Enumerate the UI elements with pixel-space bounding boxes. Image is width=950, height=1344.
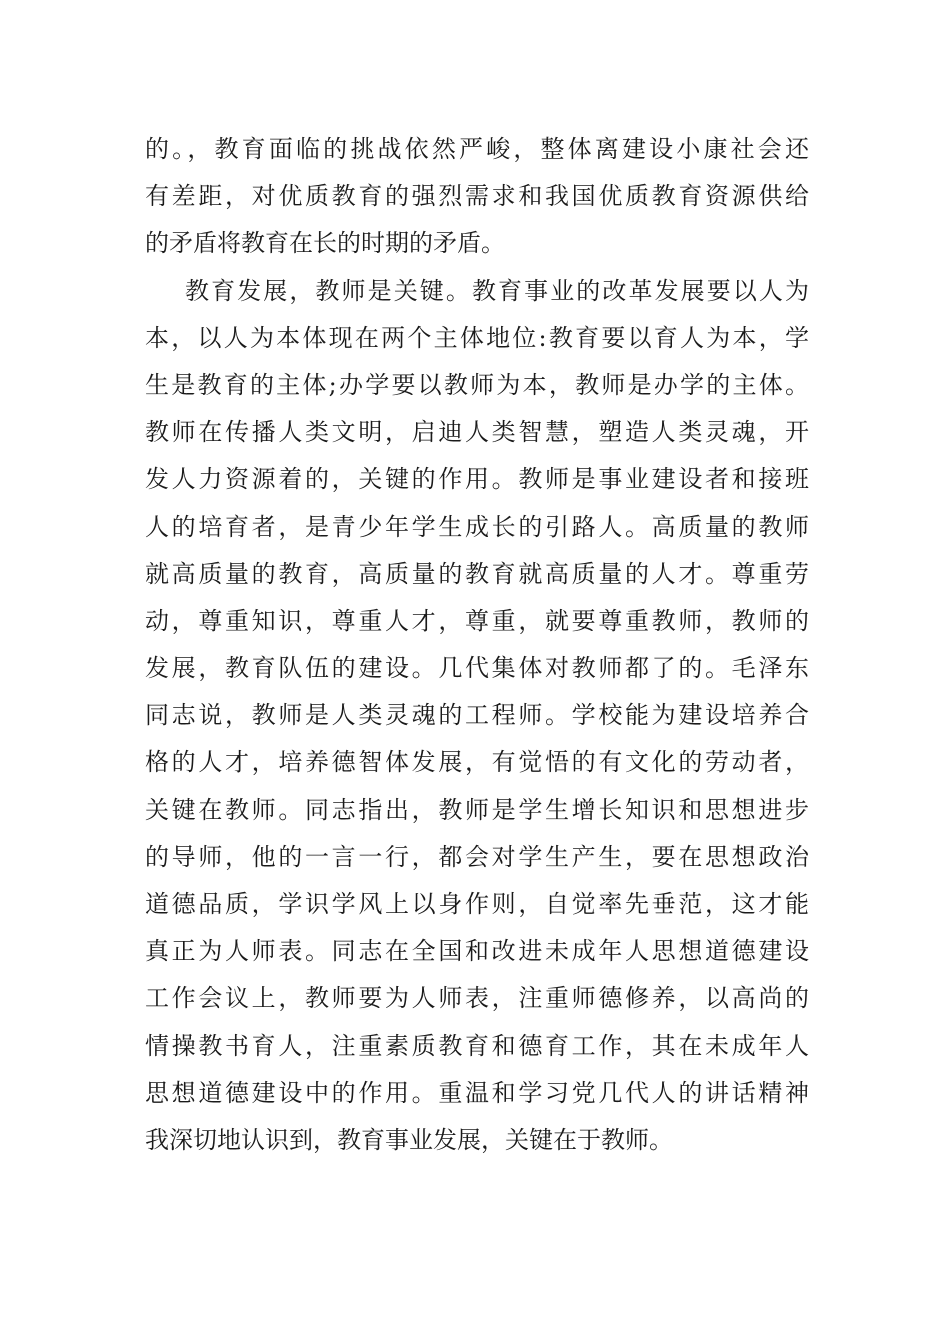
text-line: 的导师，他的一言一行，都会对学生产生，要在思想政治 [145,842,809,871]
body-text [145,126,809,1164]
text-line: 情操教书育人，注重素质教育和德育工作，其在未成年人 [145,1031,809,1060]
text-line: 的矛盾将教育在长的时期的矛盾。 [145,229,505,258]
text-line: 教育发展，教师是关键。教育事业的改革发展要以人为 [185,276,809,305]
paragraph [145,268,809,1165]
text-line: 发展，教育队伍的建设。几代集体对教师都了的。毛泽东 [145,654,809,683]
text-line: 同志说，教师是人类灵魂的工程师。学校能为建设培养合 [145,701,809,730]
text-line: 真正为人师表。同志在全国和改进未成年人思想道德建设 [145,937,809,966]
text-line: 的。，教育面临的挑战依然严峻，整体离建设小康社会还 [145,135,809,163]
text-line: 就高质量的教育，高质量的教育就高质量的人才。尊重劳 [145,559,809,588]
text-line: 生是教育的主体;办学要以教师为本，教师是办学的主体。 [145,370,809,399]
text-line: 格的人才，培养德智体发展，有觉悟的有文化的劳动者， [145,748,809,777]
text-line: 道德品质，学识学风上以身作则，自觉率先垂范，这才能 [145,890,809,918]
text-line: 我深切地认识到，教育事业发展，关键在于教师。 [145,1125,673,1154]
text-line: 发人力资源着的，关键的作用。教师是事业建设者和接班 [145,465,809,494]
text-line: 有差距，对优质教育的强烈需求和我国优质教育资源供给 [145,182,809,211]
text-line: 人的培育者，是青少年学生成长的引路人。高质量的教师 [145,512,809,541]
text-line: 关键在教师。同志指出，教师是学生增长知识和思想进步 [145,795,809,824]
paragraph [145,126,809,268]
text-line: 教师在传播人类文明，启迪人类智慧，塑造人类灵魂，开 [145,418,809,447]
text-line: 思想道德建设中的作用。重温和学习党几代人的讲话精神 [145,1078,809,1107]
text-line: 动，尊重知识，尊重人才，尊重，就要尊重教师，教师的 [145,606,809,635]
text-line: 本，以人为本体现在两个主体地位:教育要以育人为本，学 [145,323,809,352]
text-line: 工作会议上，教师要为人师表，注重师德修养，以高尚的 [145,984,809,1013]
